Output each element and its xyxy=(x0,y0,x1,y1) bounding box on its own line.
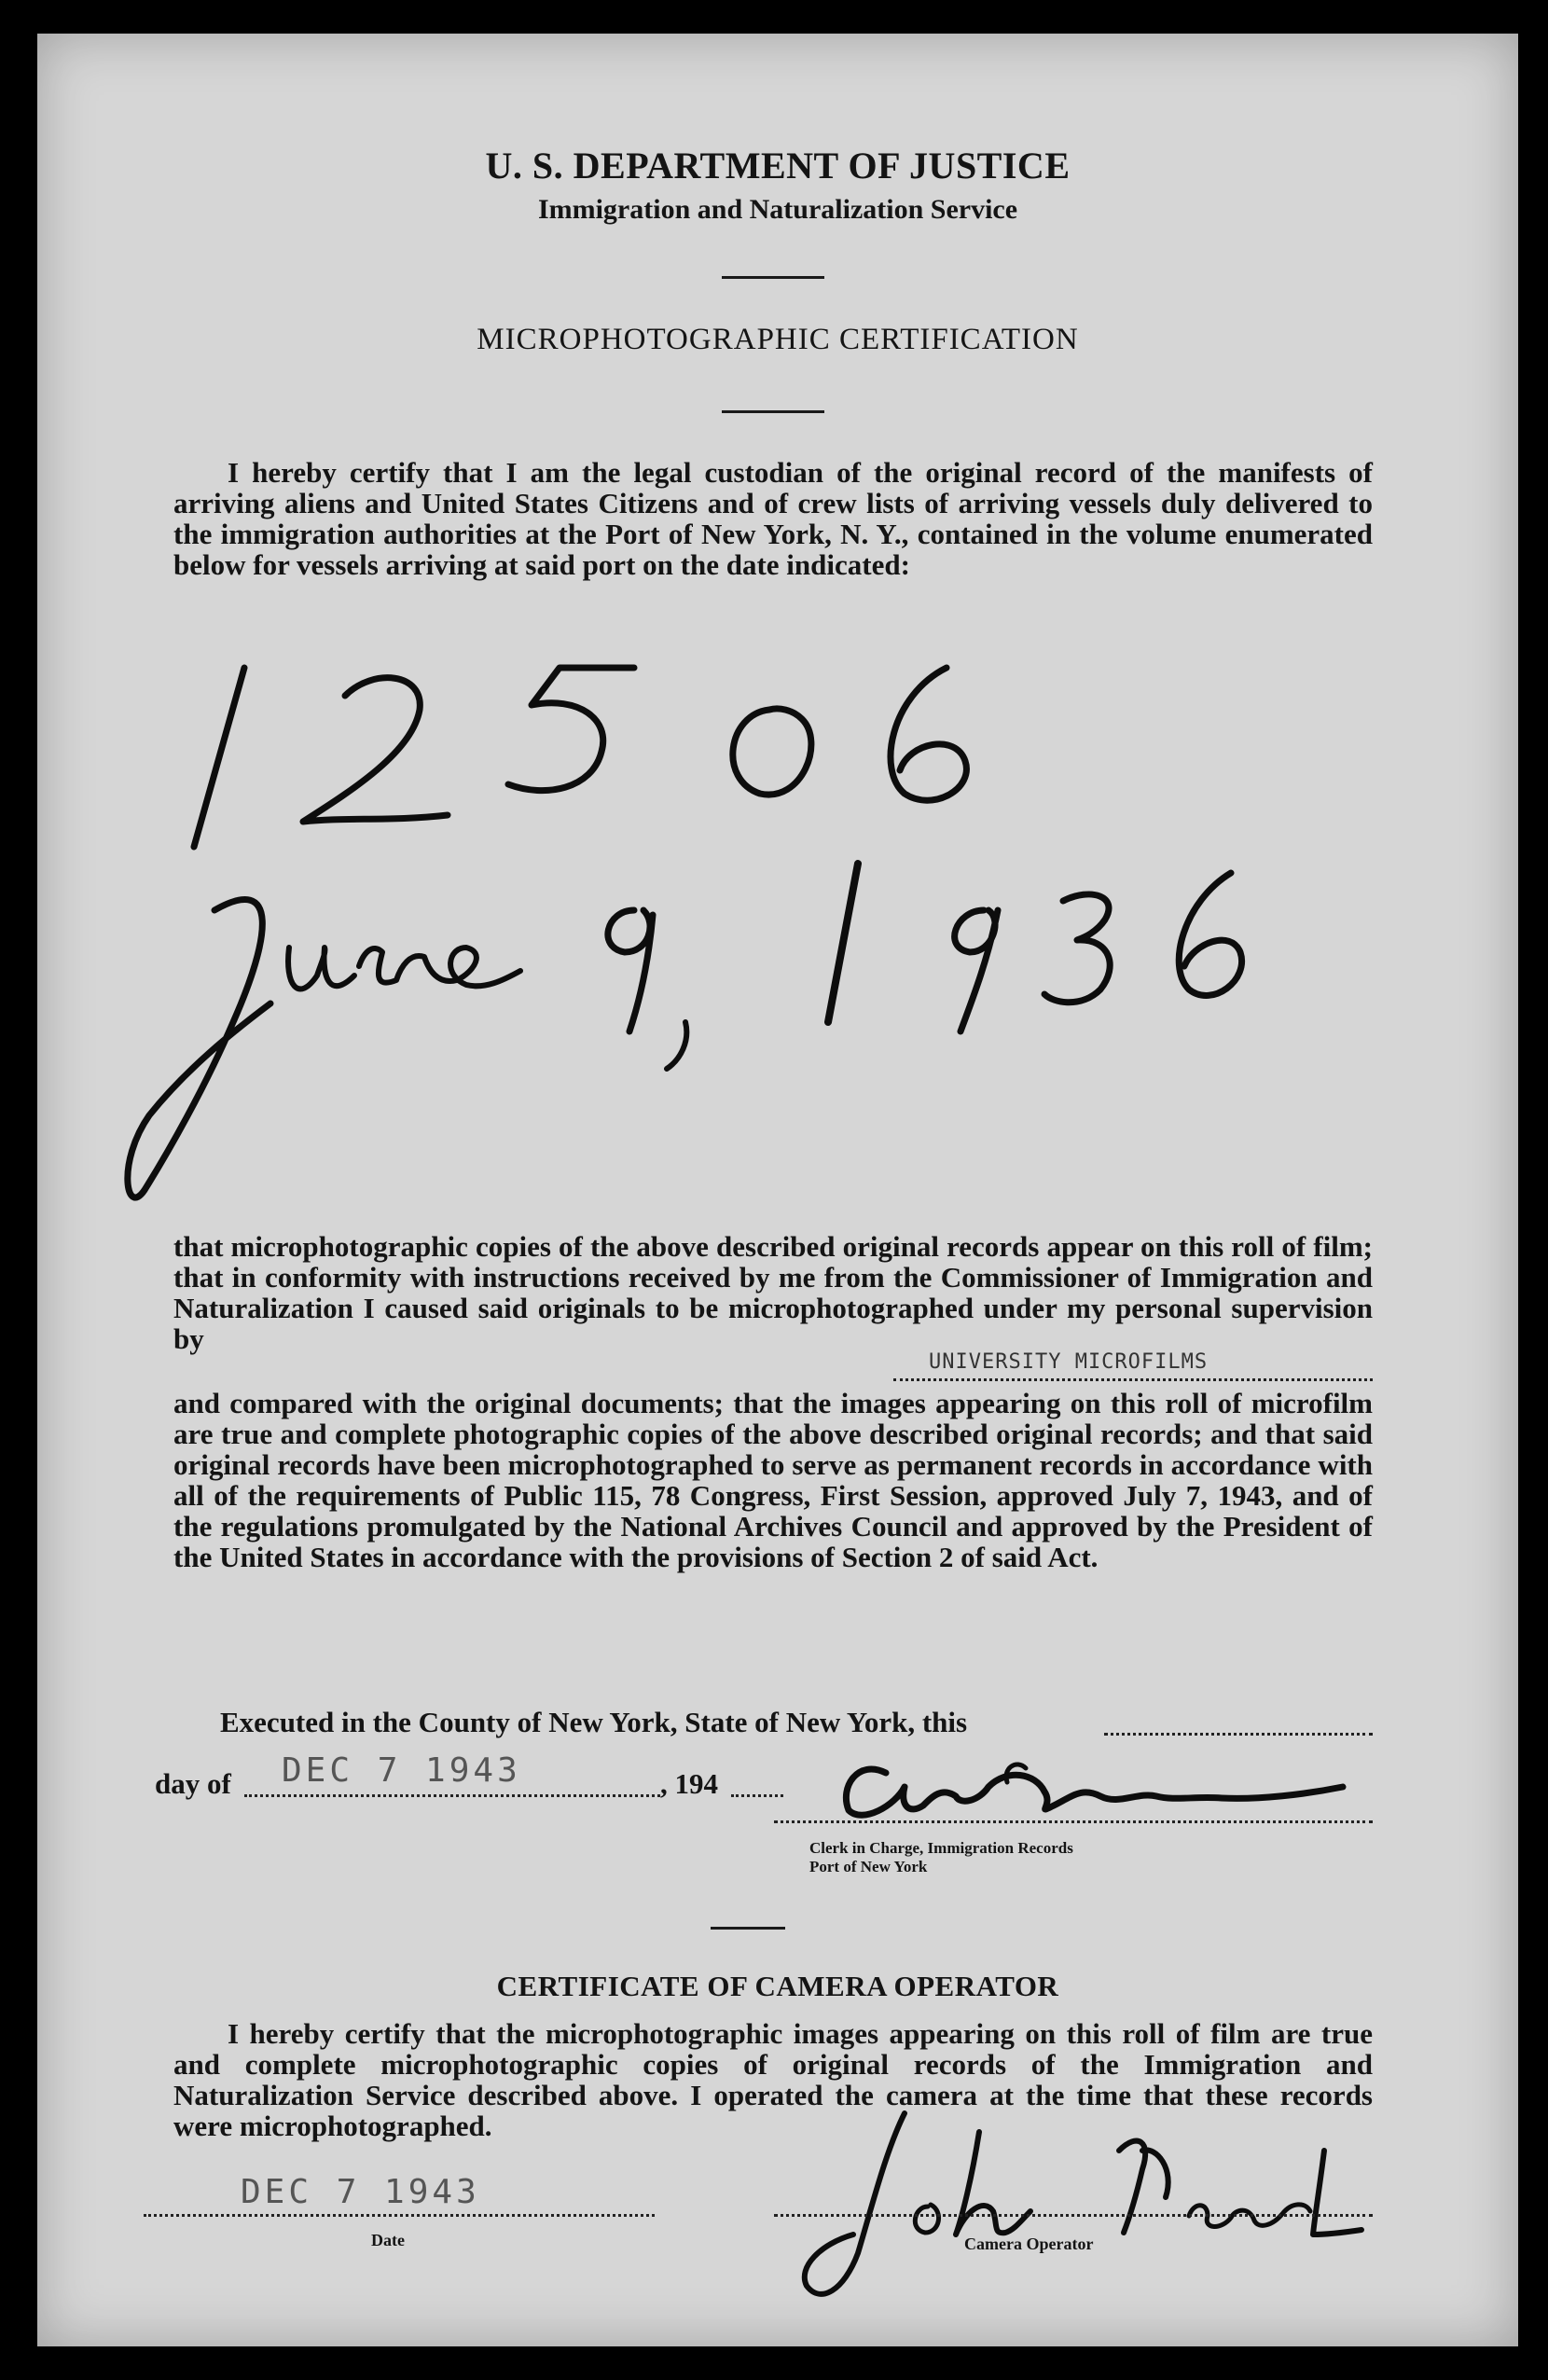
body-text-1: that microphotographic copies of the above described original records appear on this roll of film; that in conformity with instructions received by me from the Commissioner of Immigration and Naturalization I caused said originals to be microphotographed under my personal supervision by xyxy=(173,1230,1373,1355)
divider xyxy=(722,410,824,413)
camera-operator-label: Camera Operator xyxy=(964,2235,1094,2253)
camera-date-line xyxy=(144,2214,655,2217)
day-of-dotted xyxy=(244,1794,660,1797)
filmed-by-field xyxy=(893,1350,1373,1384)
body-paragraph-2 xyxy=(173,1388,1373,1572)
handwritten-entry xyxy=(75,630,1436,1227)
clerk-signature-drawing xyxy=(821,1731,1361,1833)
year-prefix: , 194 xyxy=(660,1767,718,1800)
operator-signature-drawing xyxy=(765,2095,1380,2318)
body-paragraph xyxy=(173,1231,1373,1354)
camera-text: I hereby certify that the microphotographic images appearing on this roll of film are true and complete microphotographic copies of original records of the Immigration and Naturalization Service described above. I operated the camera at the time that these records were microphotographed. xyxy=(173,2017,1373,2142)
handwriting-drawing xyxy=(75,630,1436,1227)
filmed-by-value: UNIVERSITY MICROFILMS xyxy=(929,1350,1209,1374)
divider xyxy=(711,1927,785,1930)
camera-date-stamp: DEC 7 1943 xyxy=(241,2173,480,2211)
body-text-2: and compared with the original documents; that the images appearing on this roll of microfilm are true and complete photographic copies of the above described original records; and that said original records have been microphotographed to serve as permanent records in accordance with all of the requirements of Public 115, 78 Congress, First Session, approved July 7, 1943, and of the regulations promulgated by the National Archives Council and approved by the President of the United States in accordance with the provisions of Section 2 of said Act. xyxy=(173,1387,1373,1573)
clerk-title-line-2: Port of New York xyxy=(809,1858,928,1875)
date-stamp: DEC 7 1943 xyxy=(282,1751,521,1790)
operator-signature-line xyxy=(774,2214,1373,2217)
filmed-by-line xyxy=(893,1378,1373,1381)
intro-paragraph xyxy=(173,457,1373,580)
divider xyxy=(722,276,824,279)
intro-text: I hereby certify that I am the legal custodian of the original record of the manifests of arriving aliens and United States Citizens and of crew lists of arriving vessels duly delivered to the immigration authorities at the Port of New York, N. Y., contained in the volume enumerated below for vessels arriving at said port on the date indicated: xyxy=(173,456,1373,581)
clerk-title-line-1: Clerk in Charge, Immigration Records xyxy=(809,1839,1073,1857)
day-of-label: day of xyxy=(155,1767,231,1800)
camera-certificate-title: CERTIFICATE OF CAMERA OPERATOR xyxy=(496,1970,1059,2002)
operator-signature xyxy=(765,2095,1380,2318)
department-heading: U. S. DEPARTMENT OF JUSTICE xyxy=(485,145,1071,187)
year-dotted xyxy=(731,1794,783,1797)
certification-title: MICROPHOTOGRAPHIC CERTIFICATION xyxy=(477,323,1079,356)
executed-text: Executed in the County of New York, State of New York, this xyxy=(220,1706,968,1738)
certificate-page xyxy=(37,34,1518,2346)
camera-date-label: Date xyxy=(371,2231,405,2249)
service-subheading: Immigration and Naturalization Service xyxy=(537,194,1018,225)
clerk-signature xyxy=(821,1731,1361,1833)
clerk-signature-line xyxy=(774,1820,1373,1823)
